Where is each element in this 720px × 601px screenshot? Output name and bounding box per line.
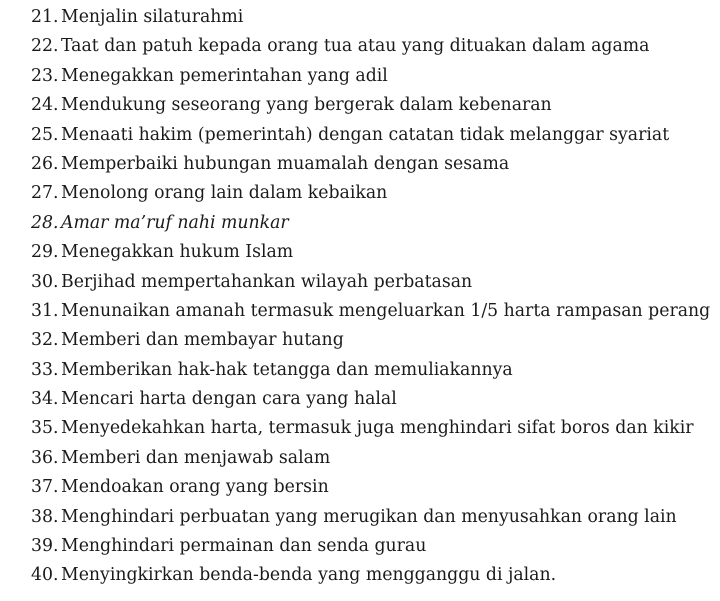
item-text: Menghindari permainan dan senda gurau (61, 536, 427, 557)
item-text: Mendoakan orang yang bersin (61, 477, 329, 498)
item-number: 37. (31, 477, 59, 498)
item-number: 22. (31, 36, 59, 57)
list-item (31, 121, 710, 150)
item-text: Menyingkirkan benda-benda yang mengganggu di jalan. (61, 565, 557, 586)
item-number: 28. (31, 212, 59, 233)
list-item (31, 268, 710, 297)
item-text: Memberi dan menjawab salam (61, 447, 331, 468)
item-text: Amar ma’ruf nahi munkar (61, 212, 289, 233)
item-number: 30. (31, 271, 59, 292)
item-text: Memperbaiki hubungan muamalah dengan sesama (61, 153, 510, 174)
item-text: Menjalin silaturahmi (61, 7, 244, 27)
list-item (31, 532, 710, 561)
item-number: 32. (31, 330, 59, 351)
list-item (31, 385, 710, 414)
list-item (31, 209, 710, 238)
item-number: 35. (31, 418, 59, 439)
list-item (31, 356, 710, 385)
item-number: 23. (31, 65, 59, 86)
item-number: 21. (31, 7, 59, 27)
item-text: Berjihad mempertahankan wilayah perbatasan (61, 271, 473, 292)
item-number: 39. (31, 536, 59, 557)
list-item (31, 444, 710, 473)
list-item (31, 561, 710, 590)
item-number: 29. (31, 242, 59, 263)
item-text: Taat dan patuh kepada orang tua atau yang dituakan dalam agama (61, 36, 650, 57)
item-text: Memberi dan membayar hutang (61, 330, 344, 351)
list-item (31, 62, 710, 91)
list-item (31, 3, 710, 32)
list-item (31, 32, 710, 61)
item-number: 24. (31, 95, 59, 116)
list-item (31, 238, 710, 267)
item-text: Mencari harta dengan cara yang halal (61, 389, 397, 410)
item-text: Memberikan hak-hak tetangga dan memuliakannya (61, 359, 513, 380)
list-item (31, 91, 710, 120)
item-number: 33. (31, 359, 59, 380)
item-text: Menunaikan amanah termasuk mengeluarkan 1/5 harta rampasan perang (61, 300, 711, 321)
item-text: Menegakkan pemerintahan yang adil (61, 65, 388, 86)
item-number: 26. (31, 153, 59, 174)
item-text: Menghindari perbuatan yang merugikan dan menyusahkan orang lain (61, 506, 677, 527)
item-text: Menyedekahkan harta, termasuk juga menghindari sifat boros dan kikir (61, 418, 694, 439)
numbered-list (31, 3, 710, 591)
list-item (31, 473, 710, 502)
item-text: Menaati hakim (pemerintah) dengan catatan tidak melanggar syariat (61, 124, 670, 145)
item-number: 34. (31, 389, 59, 410)
item-text: Mendukung seseorang yang bergerak dalam kebenaran (61, 95, 552, 116)
item-number: 38. (31, 506, 59, 527)
list-item (31, 414, 710, 443)
list-item (31, 150, 710, 179)
item-number: 40. (31, 565, 59, 586)
list-item (31, 297, 710, 326)
item-number: 27. (31, 183, 59, 204)
item-text: Menolong orang lain dalam kebaikan (61, 183, 388, 204)
item-number: 36. (31, 447, 59, 468)
list-item (31, 503, 710, 532)
item-text: Menegakkan hukum Islam (61, 242, 294, 263)
list-item (31, 179, 710, 208)
list-item (31, 326, 710, 355)
item-number: 25. (31, 124, 59, 145)
item-number: 31. (31, 300, 59, 321)
